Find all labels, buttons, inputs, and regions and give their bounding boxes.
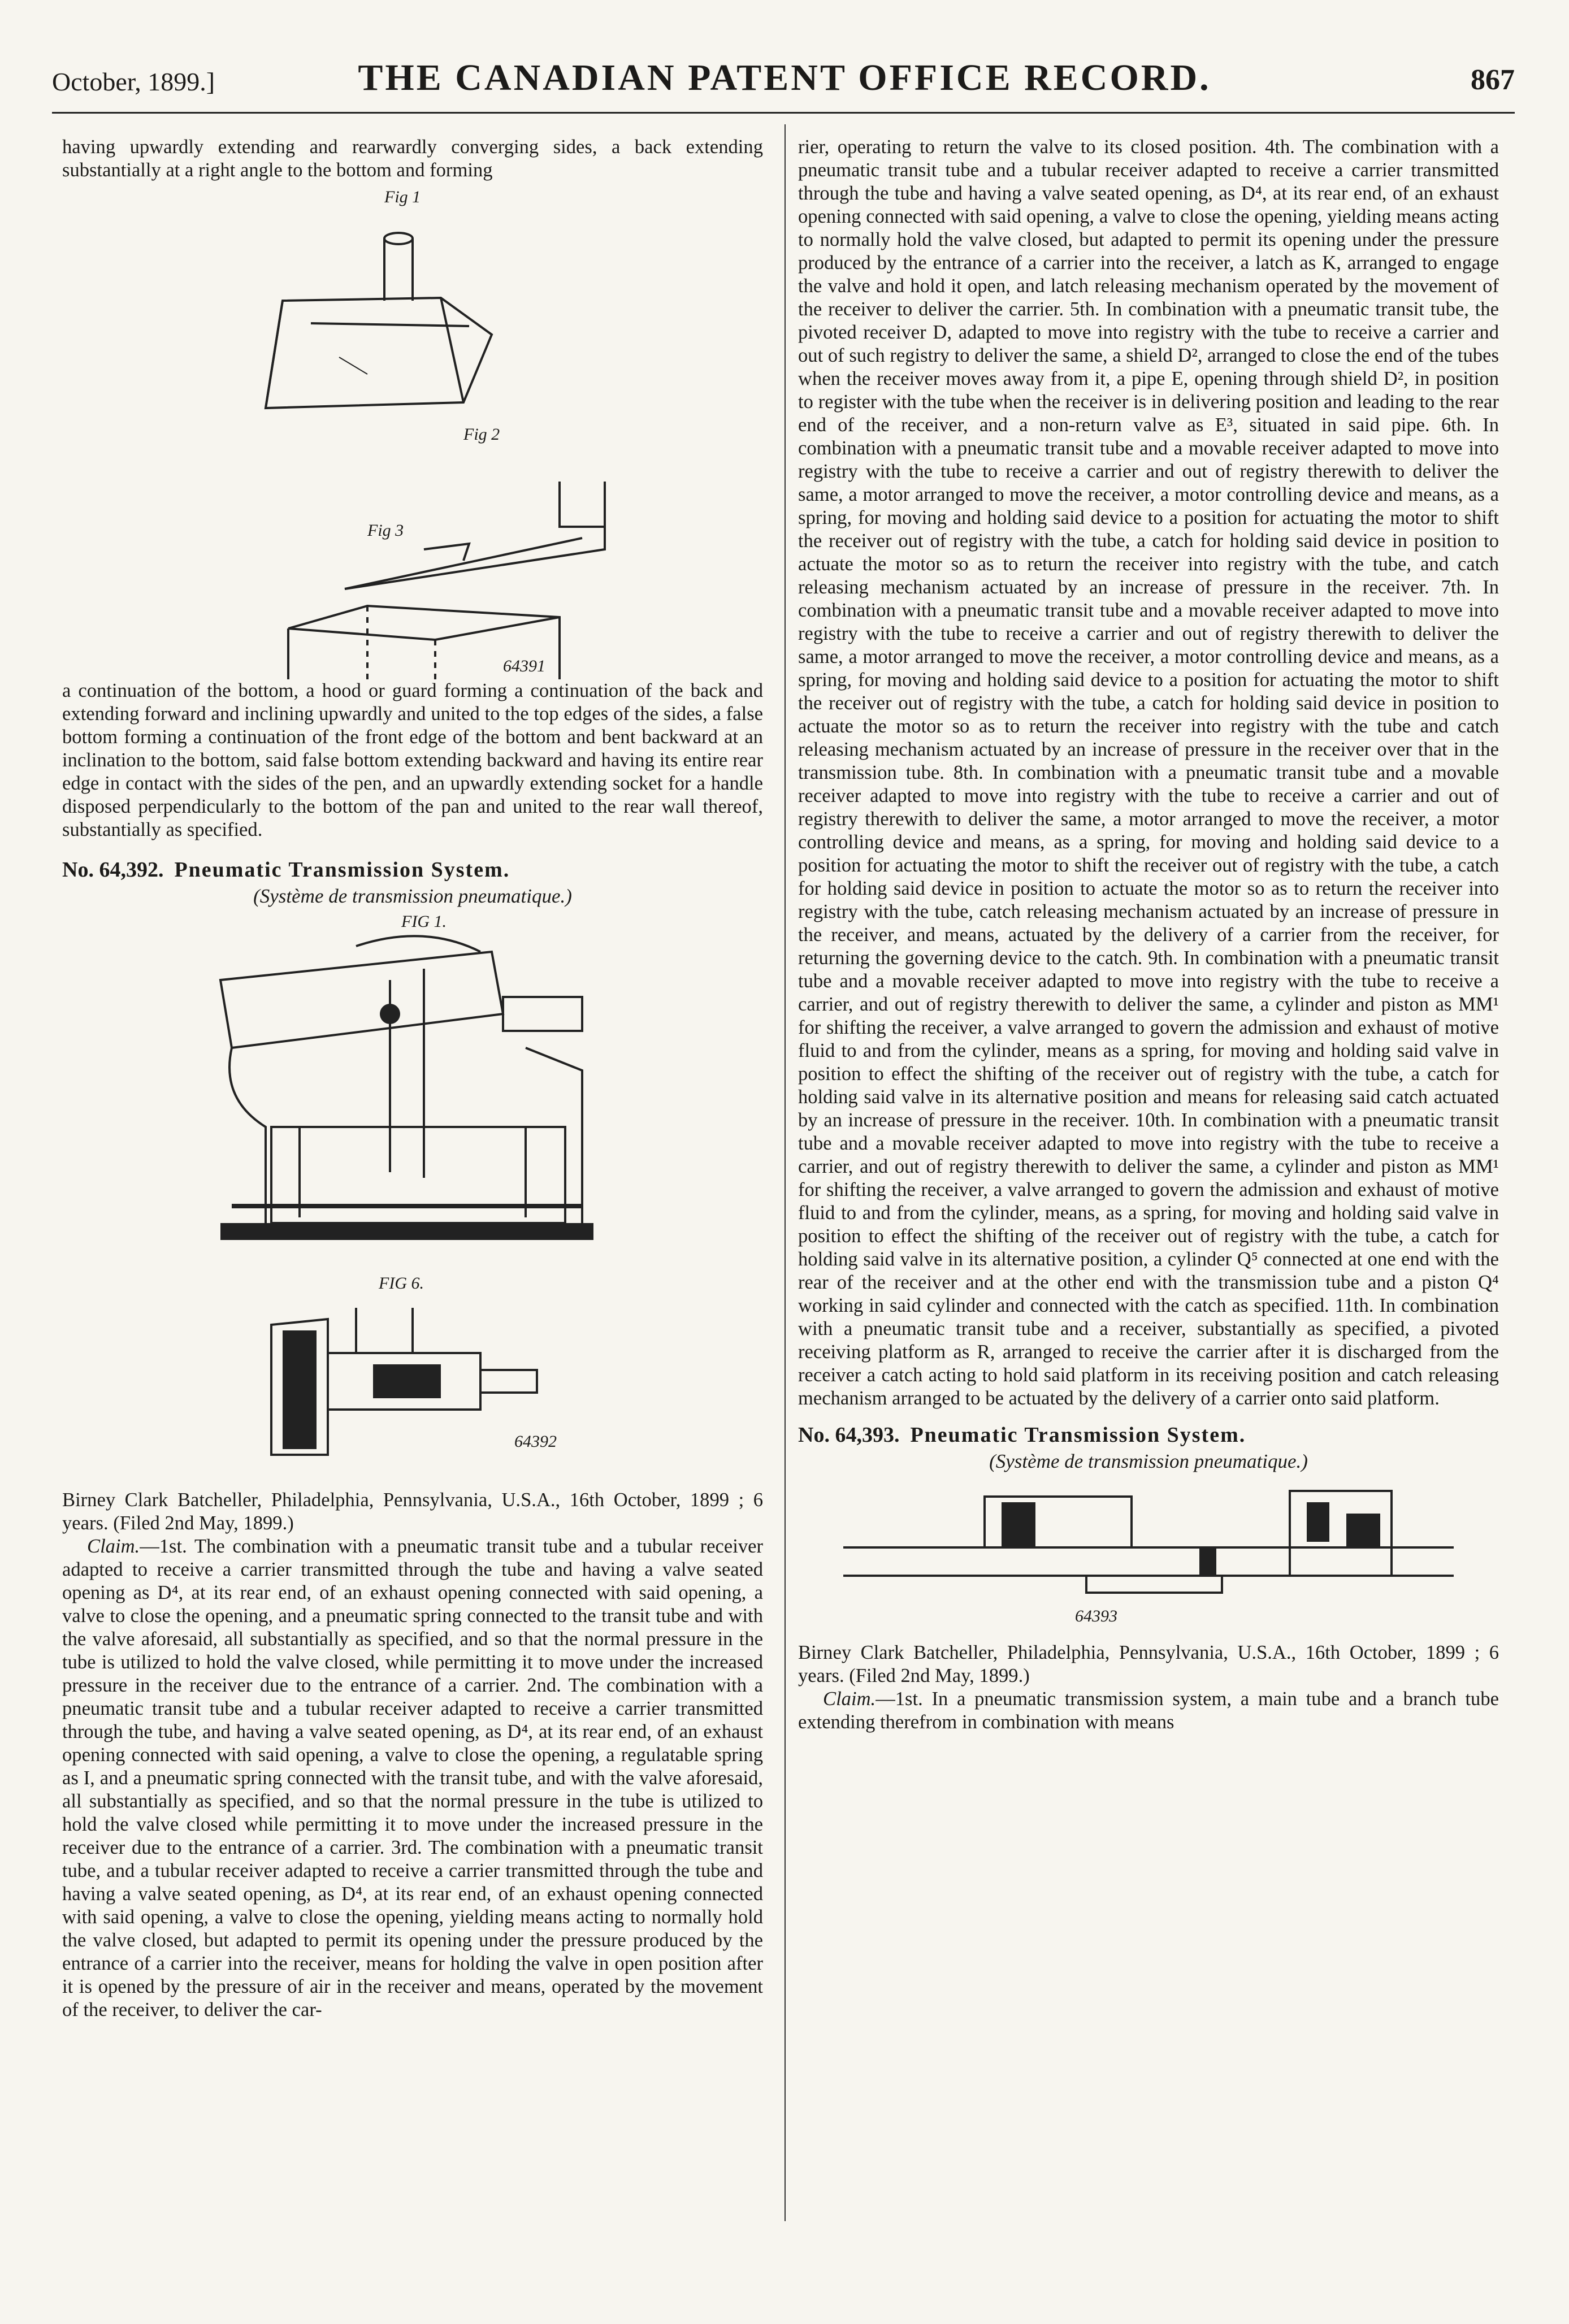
patent-64393-claims xyxy=(798,1688,1499,1734)
fig-label-bottom: FIG 6. xyxy=(379,1274,424,1293)
column-divider xyxy=(784,124,786,2221)
left-column xyxy=(62,136,763,2022)
patent-64393-claim-lead: Claim. xyxy=(823,1688,876,1710)
fig1-label: Fig 1 xyxy=(384,188,421,206)
patent-64393-heading xyxy=(798,1424,1499,1447)
fig3-label: Fig 3 xyxy=(367,521,404,540)
fig2-label: Fig 2 xyxy=(463,425,500,444)
patent-64392-heading xyxy=(62,859,763,882)
figure-64391-drawing xyxy=(198,188,627,679)
patent-64392-claim-text: —1st. The combination with a pneumatic transit tube and a tubular receiver adapted to receive a carrier transmitted through the tube and having a valve seated opening as D⁴, at its rear end, of an exhaust opening connected with said opening, a valve to close the opening, and a pneumatic spring connected to the transit tube and with the valve aforesaid, all substantially as specified, and so that the normal pressure in the tube is utilized to hold the valve closed, while permitting it to move under the increased pressure in the receiver due to the entrance of a carrier. 2nd. The combination with a pneumatic transit tube and a tubular receiver adapted to receive a carrier transmitted through the tube, and having a valve seated opening, as D⁴, at its rear end, of an exhaust opening connected with said opening, a valve to close the opening, a regulatable spring as I, and a pneumatic spring connected with the transit tube, and with the valve aforesaid, all substantially as specified, and so that the normal pressure in the tube is utilized to hold the valve closed while permitting it to move under the increased pressure in the receiver due to the entrance of a carrier. 3rd. The combination with a pneumatic transit tube, and a tubular receiver adapted to receive a carrier transmitted through the tube and having a valve seated opening, as D⁴, at its rear end, of an exhaust opening connected with said opening, a valve to close the opening, yielding means acting to normally hold the valve closed, but adapted to permit its opening under the pressure produced by the entrance of a carrier into the receiver, means for holding the valve in open position after it is opened by the pressure of air in the receiver and means, operated by the movement of the receiver, to deliver the car- xyxy=(62,1536,763,2021)
patent-64392-claim-lead: Claim. xyxy=(87,1536,140,1557)
figure-64393-number: 64393 xyxy=(1075,1607,1117,1625)
header-rule xyxy=(52,112,1515,114)
patent-64392-subtitle: (Système de transmission pneumatique.) xyxy=(253,885,572,907)
patent-64392-title: Pneumatic Transmission System. xyxy=(174,858,510,882)
header-date: October, 1899.] xyxy=(52,67,215,96)
patent-64392-inventor: Birney Clark Batcheller, Philadelphia, Pennsylvania, U.S.A., 16th October, 1899 ; 6 years. (Filed 2nd May, 1899.) xyxy=(62,1489,763,1534)
figure-64392 xyxy=(187,912,639,1477)
intro-paragraph: having upwardly extending and rearwardly converging sides, a back extending substantially at a right angle to the bottom and forming xyxy=(62,136,763,181)
figure-64391 xyxy=(198,188,627,679)
figure-64392-drawing xyxy=(187,912,639,1477)
patent-64393-subtitle: (Système de transmission pneumatique.) xyxy=(989,1450,1308,1472)
figure-64393 xyxy=(838,1480,1459,1632)
figure-64392-number: 64392 xyxy=(514,1432,557,1451)
fig-label-top: FIG 1. xyxy=(401,912,447,931)
patent-64393-inventor: Birney Clark Batcheller, Philadelphia, Pennsylvania, U.S.A., 16th October, 1899 ; 6 years. (Filed 2nd May, 1899.) xyxy=(798,1642,1499,1686)
patent-64392-number: No. 64,392. xyxy=(62,858,164,882)
figure-64393-drawing xyxy=(838,1480,1459,1632)
patent-64393-number: No. 64,393. xyxy=(798,1423,900,1447)
header-page-number: 867 xyxy=(1471,64,1515,96)
patent-64393-claim-text: —1st. In a pneumatic transmission system, a main tube and a branch tube extending therefrom in combination with means xyxy=(798,1688,1499,1733)
patent-64392-claims xyxy=(62,1535,763,2022)
right-column xyxy=(798,136,1499,1734)
patent-64393-title: Pneumatic Transmission System. xyxy=(910,1423,1246,1447)
figure-64391-number: 64391 xyxy=(503,657,545,675)
page-header xyxy=(0,0,1569,130)
continuation-paragraph: a continuation of the bottom, a hood or guard forming a continuation of the back and extending forward and inclining upwardly and united to the top edges of the sides, a false bottom forming a continuation of the front edge of the bottom and bent backward at an inclination to the bottom, said false bottom extending backward and having its entire rear edge in contact with the sides of the pen, and an upwardly extending socket for a handle disposed perpendicularly to the bottom of the pan and united to the rear wall thereof, substantially as specified. xyxy=(62,680,763,840)
header-title: THE CANADIAN PATENT OFFICE RECORD. xyxy=(358,57,1211,98)
claims-continued: rier, operating to return the valve to its closed position. 4th. The combination with a pneumatic transit tube and a tubular receiver adapted to receive a carrier transmitted through the tube and having a valve seated opening, as D⁴, at its rear end, of an exhaust opening connected with said opening, a valve to close the opening, yielding means acting to normally hold the valve closed, but adapted to permit its opening under the pressure produced by the entrance of a carrier into the receiver, a latch as K, arranged to engage the valve and hold it open, and latch releasing mechanism operated by the movement of the receiver to deliver the carrier. 5th. In combination with a pneumatic transit tube, the pivoted receiver D, adapted to move into registry with the tube to receive a carrier and out of such registry to deliver the same, a shield D², arranged to close the end of the tubes when the receiver moves away from it, a pipe E, opening through shield D², in position to register with the tube when the receiver is in delivering position and leading to the rear end of the receiver, and a non-return valve as E³, situated in said pipe. 6th. In combination with a pneumatic transit tube and a movable receiver adapted to move into registry with the tube to receive a carrier and out of registry therewith to deliver the same, a motor arranged to move the receiver, a motor controlling device and means, as a spring, for moving and holding said device to a position for actuating the motor to shift the receiver out of registry with the tube, a catch for holding said device in position to actuate the motor so as to return the receiver into registry with the tube, and catch releasing mechanism actuated by an increase of pressure in the receiver. 7th. In combination with a pneumatic transit tube and a movable receiver adapted to move into registry with the tube to receive a carrier and out of registry therewith to deliver the same, a motor arranged to move the receiver, a motor controlling device and means, as a spring, for moving and holding said device to a position for actuating the motor to shift the receiver out of registry with the tube, a catch for holding said device in position to actuate the motor so as to return the receiver into registry with the tube and catch releasing mechanism actuated by an increase of pressure in the receiver over that in the transmission tube. 8th. In combination with a pneumatic transit tube and a movable receiver adapted to move into registry with the tube to receive a carrier and out of registry therewith to deliver the same, a motor arranged to move the receiver, a motor controlling device and means, as a spring, for moving and holding said device to a position for actuating the motor to shift the receiver out of registry with the tube, a catch for holding said device in position to actuate the motor so as to return the receiver into registry with the tube, catch releasing mechanism actuated by an increase of pressure in the receiver, and means, actuated by the delivery of a carrier from the receiver, for returning the governing device to the catch. 9th. In combination with a pneumatic transit tube and a movable receiver adapted to move into registry with the tube to receive a carrier, and out of registry therewith to deliver the same, a cylinder and piston as MM¹ for shifting the receiver, a valve arranged to govern the admission and exhaust of motive fluid to and from the cylinder, means as a spring, for moving and holding said valve in position to effect the shifting of the receiver out of registry with the tube, a catch for holding said valve in its alternative position and means for releasing said catch actuated by an increase of pressure in the receiver. 10th. In combination with a pneumatic transit tube and a movable receiver adapted to move into registry with the tube to receive a carrier, and out of registry therewith to deliver the same, a cylinder and piston as MM¹ for shifting the receiver, a valve arranged to govern the admission and exhaust of motive fluid to and from the cylinder, means, as a spring, for moving and holding said valve in position to effect the shifting of the receiver out of registry with the tube, a catch for holding said valve in its alternative position, a cylinder Q⁵ connected at one end with the rear of the receiver and at the other end with the transmission tube and a piston Q⁴ working in said cylinder and connected with the catch as specified. 11th. In combination with a pneumatic transit tube and a receiver, substantially as specified, a pivoted receiving platform as R, arranged to receive the carrier after it is discharged from the receiver a catch acting to hold said platform in its receiving position and catch releasing mechanism arranged to be actuated by the delivery of a carrier onto said platform. xyxy=(798,136,1499,1409)
